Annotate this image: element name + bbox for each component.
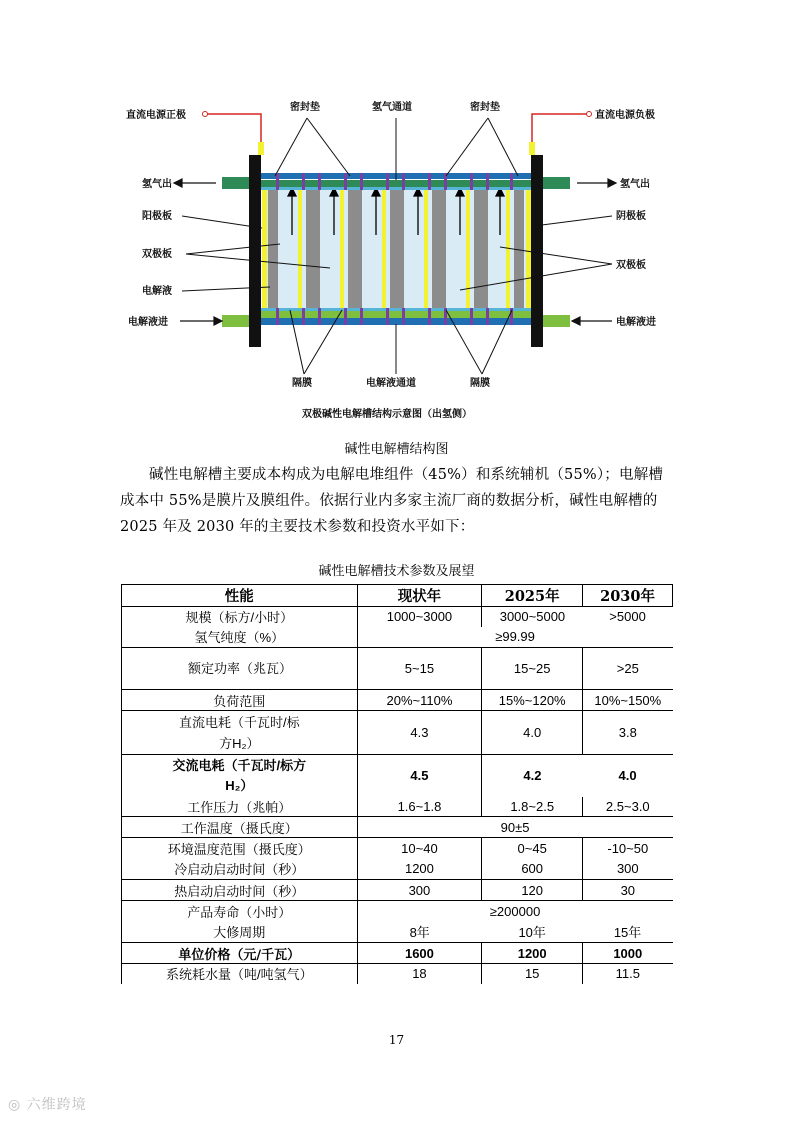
row-label: 氢气纯度（%） [122,627,358,648]
table-row [122,797,673,817]
negative-terminal [529,142,535,155]
cell-2025: 10年 [482,922,583,943]
watermark [8,1094,87,1114]
label-bipolar-right: 双极板 [616,260,646,271]
table-row [122,711,673,755]
cell-current: 20%~110% [357,690,482,711]
cell-2030: 3.8 [583,711,673,755]
top-green-pipe [260,180,532,187]
row-label: 单位价格（元/千瓦） [122,943,358,964]
row-label: 冷启动启动时间（秒） [122,859,358,880]
cell-2030: 1000 [583,943,673,964]
cell-2025: 1.8~2.5 [482,797,583,817]
bottom-green-pipe [260,311,532,318]
cell-2030: 300 [583,859,673,880]
cell-current: 10~40 [357,838,482,859]
label-anode-plate: 阳极板 [142,211,172,222]
row-label: 规模（标方/小时） [122,607,358,627]
cell-2025: 600 [482,859,583,880]
cell-current: 5~15 [357,648,482,690]
header-2025: 2025年 [482,585,583,607]
cathode-end-plate [531,155,543,347]
left-bottom-pipe [222,315,250,327]
negative-wire [532,114,587,142]
cell-current: 1.6~1.8 [357,797,482,817]
electrolyzer-diagram [0,0,793,440]
cell-2025: 4.0 [482,711,583,755]
table-row [122,964,673,984]
cell-2030: >5000 [609,609,646,625]
cell-2025: 0~45 [482,838,583,859]
table-row [122,922,673,943]
label-bipolar-left: 双极板 [142,249,172,260]
row-label: 热启动启动时间（秒） [122,880,358,901]
diagram-title: 双极碱性电解槽结构示意图（出氢侧） [302,409,472,420]
cell-2025: 15~25 [482,648,583,690]
right-bottom-pipe [542,315,570,327]
watermark-icon: ◎ [8,1097,27,1113]
spec-table [121,584,673,984]
positive-terminal [258,142,264,155]
paragraph-text: 碱性电解槽主要成本构成为电解电堆组件（45%）和系统辅机（55%）；电解槽成本中 55%是膜片及膜组件。依据行业内多家主流厂商的数据分析，碱性电解槽的 2025 年及 2030 年的主要技术参数和投资水平如下： [120,467,664,535]
label-electrolyte-channel: 电解液通道 [366,378,416,389]
label-dc-negative: 直流电源负极 [595,110,655,121]
table-header-row [122,585,673,607]
watermark-text: 六维跨境 [26,1097,87,1113]
label-membrane-right: 隔膜 [470,378,490,389]
row-label: 直流电耗（千瓦时/标方H₂） [122,711,358,755]
row-label: 产品寿命（小时） [122,901,358,922]
row-label: 系统耗水量（吨/吨氢气） [122,964,358,984]
label-gasket-left: 密封垫 [290,102,320,113]
cell-current: 300 [357,880,482,901]
cell-2025: 15%~120% [482,690,583,711]
table-title: 碱性电解槽技术参数及展望 [318,564,475,579]
cell-current: 1600 [357,943,482,964]
top-cyan-strip [260,187,532,190]
row-label: 交流电耗（千瓦时/标方H₂） [122,755,358,797]
label-cathode-plate: 阴极板 [616,211,646,222]
cell-2025: 4.2 [523,768,542,784]
positive-wire [207,114,261,142]
right-top-pipe [542,177,570,189]
label-gasket-right: 密封垫 [470,102,500,113]
row-label: 大修周期 [122,922,358,943]
cell-2030: 30 [583,880,673,901]
table-row [122,880,673,901]
header-current: 现状年 [357,585,482,607]
cell-span: ≥99.99 [357,627,672,648]
row-label: 环境温度范围（摄氏度） [122,838,358,859]
cell-current: 4.5 [357,755,482,797]
table-row [122,859,673,880]
cell-2030: 4.0 [618,768,637,784]
label-membrane-left: 隔膜 [292,378,312,389]
cell-2025: 15 [482,964,583,984]
label-h2-channel: 氢气通道 [372,102,412,113]
bipolar-plates [268,190,524,308]
header-2030: 2030年 [583,585,673,607]
cell-2025: 120 [482,880,583,901]
left-top-pipe [222,177,250,189]
page-number: 17 [388,1033,405,1047]
table-row [122,901,673,922]
label-h2-out-left: 氢气出 [142,179,172,190]
table-row [122,943,673,964]
cell-current: 1200 [357,859,482,880]
anode-end-plate [249,155,261,347]
label-electrolyte-in-left: 电解液进 [128,317,168,328]
cell-2030: 11.5 [615,966,640,982]
bottom-blue-bar [260,318,532,325]
row-label: 工作压力（兆帕） [122,797,358,817]
cell-2030: >25 [583,648,673,690]
cell-span: 90±5 [357,817,672,838]
bottom-cyan-strip [260,308,532,311]
cell-current: 8年 [357,922,482,943]
label-h2-out-right: 氢气出 [620,179,650,190]
cell-span: ≥200000 [489,903,541,919]
table-row [122,607,673,627]
figure-caption: 碱性电解槽结构图 [344,442,449,457]
cell-current: 18 [357,964,482,984]
cell-2030: -10~50 [607,840,649,856]
table-row [122,627,673,648]
cell-2030: 2.5~3.0 [583,797,673,817]
table-row [122,648,673,690]
table-row [122,690,673,711]
body-paragraph [120,462,676,540]
cell-2030: 10%~150% [583,690,673,711]
cell-2025: 3000~5000 [499,609,566,625]
row-label: 负荷范围 [122,690,358,711]
table-row [122,838,673,859]
row-label: 工作温度（摄氏度） [122,817,358,838]
cell-current: 4.3 [357,711,482,755]
label-electrolyte-in-right: 电解液进 [616,317,656,328]
cell-2025: 1200 [482,943,583,964]
cell-current: 1000~3000 [357,607,482,627]
table-row [122,817,673,838]
header-metric: 性能 [122,585,358,607]
label-electrolyte: 电解液 [142,286,172,297]
cell-2030: 15年 [583,922,673,943]
row-label: 额定功率（兆瓦） [122,648,358,690]
table-row [122,755,673,797]
label-dc-positive: 直流电源正极 [126,110,186,121]
